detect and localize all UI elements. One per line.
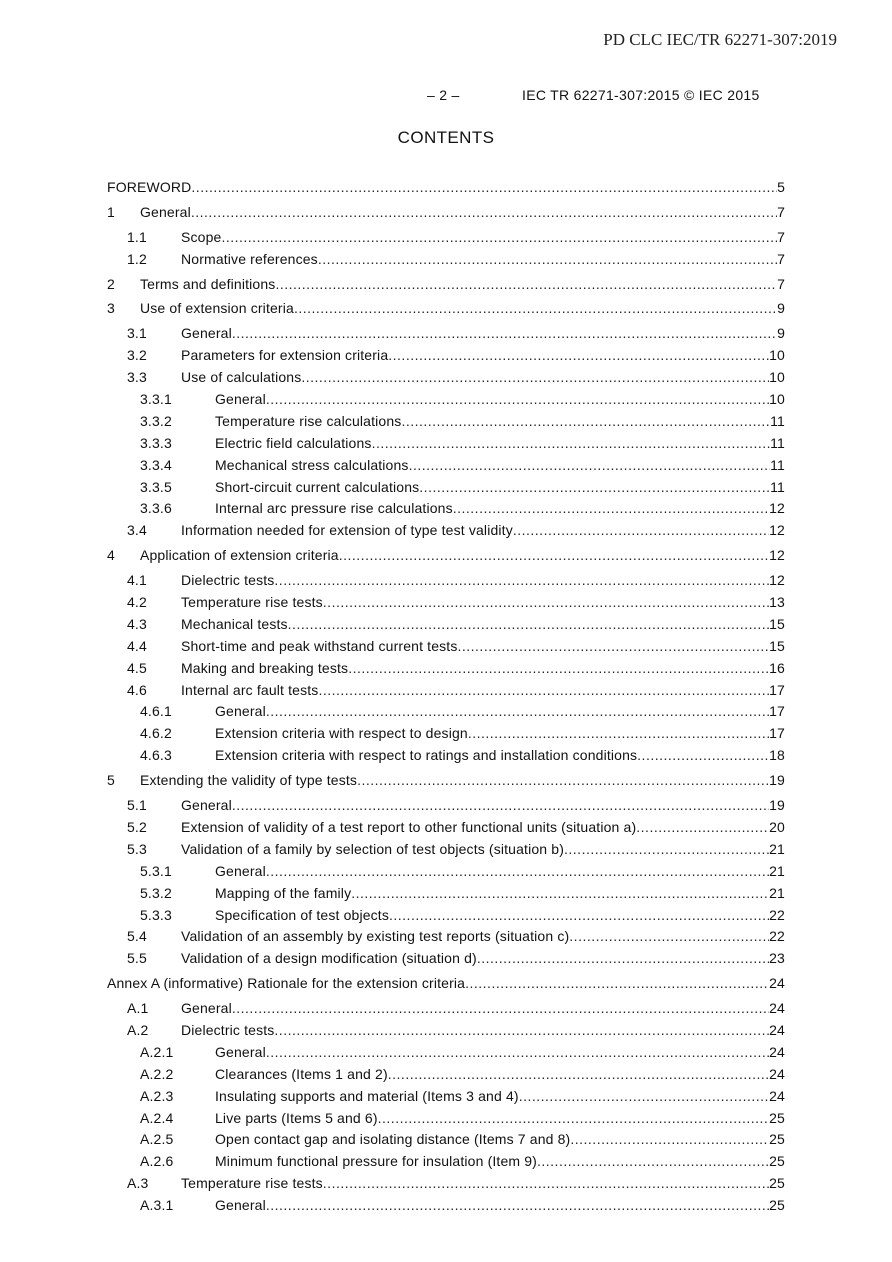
toc-entry-number: 3.3.2 [140,412,172,429]
toc-entry-number: 1.2 [127,250,147,267]
toc-entry-title: Use of extension criteria [140,300,294,317]
toc-entry-title: Internal arc fault tests [181,681,319,698]
toc-entry-number: 4.4 [127,637,147,654]
toc-entry-page: 9 [777,325,785,342]
toc-entry[interactable] [107,680,785,702]
toc-entry[interactable] [107,202,785,224]
toc-entry-page: 15 [769,637,785,654]
toc-entry-number: 3.1 [127,325,147,342]
toc-entry-page: 12 [769,547,785,564]
toc-entry-page: 10 [769,369,785,386]
dot-leader [274,570,769,592]
toc-entry-title: General [181,1000,232,1017]
toc-entry-title: Clearances (Items 1 and 2) [215,1065,388,1082]
toc-entry[interactable] [107,701,785,723]
toc-entry-number: 4.2 [127,594,147,611]
toc-entry-number: 3.3.3 [140,434,172,451]
toc-entry-page: 16 [769,659,785,676]
toc-entry-page: 17 [769,725,785,742]
toc-entry-page: 25 [769,1197,785,1214]
toc-entry[interactable] [107,1173,785,1195]
toc-entry-page: 11 [770,478,785,495]
dot-leader [275,274,777,296]
toc-entry-title: Specification of test objects [215,906,389,923]
toc-entry-number: 5.3.2 [140,884,172,901]
toc-entry[interactable] [107,1151,785,1173]
toc-entry-title: General [181,797,232,814]
dot-leader [232,795,769,817]
toc-entry-number: 5 [107,772,115,789]
toc-entry-number: 5.3.3 [140,906,172,923]
toc-entry-title: Dielectric tests [181,1021,275,1038]
toc-entry-number: 5.4 [127,928,147,945]
dot-leader [388,345,769,367]
toc-entry-number: 3.4 [127,522,147,539]
toc-entry-title: Application of extension criteria [140,547,339,564]
toc-entry-title: Mechanical tests [181,615,288,632]
dot-leader [477,948,769,970]
toc-entry[interactable] [107,545,785,567]
toc-entry-page: 11 [770,434,785,451]
toc-entry-title: Mechanical stress calculations [215,456,409,473]
toc-entry-title: Internal arc pressure rise calculations [215,500,453,517]
toc-entry-title: General [215,1197,266,1214]
toc-entry-number: 5.2 [127,818,147,835]
toc-entry[interactable] [107,1064,785,1086]
toc-entry-title: Short-time and peak withstand current tests [181,637,458,654]
dot-leader [348,658,769,680]
toc-entry-number: 4.6 [127,681,147,698]
toc-entry-title: Insulating supports and material (Items 3 and 4) [215,1087,519,1104]
dot-leader [318,680,769,702]
toc-entry-title: Temperature rise tests [181,594,323,611]
dot-leader [221,227,777,249]
toc-entry[interactable] [107,1195,785,1217]
toc-entry-page: 18 [769,747,785,764]
toc-entry-page: 10 [769,391,785,408]
toc-entry-number: 3.3.6 [140,500,172,517]
toc-entry-page: 20 [769,818,785,835]
toc-entry-title: Electric field calculations [215,434,372,451]
dot-leader [318,249,777,271]
toc-entry[interactable] [107,177,785,199]
toc-entry-title: Minimum functional pressure for insulation (Item 9) [215,1153,537,1170]
toc-entry-title: Validation of a family by selection of test objects (situation b) [181,840,565,857]
dot-leader [569,926,769,948]
dot-leader [266,861,769,883]
toc-entry-title: Annex A (informative) Rationale for the extension criteria [107,975,466,992]
toc-entry-page: 19 [769,797,785,814]
dot-leader [294,298,777,320]
dot-leader [513,520,769,542]
toc-entry-title: Temperature rise calculations [215,412,402,429]
toc-entry[interactable] [107,455,785,477]
dot-leader [266,701,769,723]
toc-entry[interactable] [107,861,785,883]
toc-entry-number: 5.3.1 [140,862,172,879]
toc-entry-page: 24 [769,1065,785,1082]
toc-entry[interactable] [107,1020,785,1042]
toc-entry[interactable] [107,839,785,861]
toc-entry-page: 21 [769,862,785,879]
dot-leader [453,498,769,520]
toc-entry-page: 17 [769,681,785,698]
toc-entry-number: 3.2 [127,347,147,364]
toc-entry-title: Information needed for extension of type test validity [181,522,513,539]
toc-entry-number: 5.5 [127,950,147,967]
toc-entry-page: 23 [769,950,785,967]
toc-entry-page: 25 [769,1175,785,1192]
document-designation: PD CLC IEC/TR 62271-307:2019 [603,30,837,49]
toc-entry[interactable] [107,249,785,271]
toc-entry-number: 4 [107,547,115,564]
toc-entry-number: 3.3.5 [140,478,172,495]
toc-entry[interactable] [107,658,785,680]
toc-entry[interactable] [107,520,785,542]
toc-entry[interactable] [107,795,785,817]
toc-entry[interactable] [107,770,785,792]
dot-leader [564,839,769,861]
toc-entry-page: 11 [770,412,785,429]
toc-entry-number: 3 [107,300,115,317]
toc-entry[interactable] [107,948,785,970]
toc-entry-page: 21 [769,840,785,857]
toc-entry-page: 7 [777,203,785,220]
toc-entry-number: 3.3.1 [140,391,172,408]
toc-entry-number: 1.1 [127,228,147,245]
toc-entry[interactable] [107,883,785,905]
toc-entry-number: 4.6.3 [140,747,172,764]
toc-entry-number: A.2.4 [140,1109,174,1126]
toc-entry-page: 22 [769,906,785,923]
toc-entry-title: Extension criteria with respect to ratings and installation conditions [215,747,638,764]
toc-entry-page: 12 [769,572,785,589]
toc-entry-title: Live parts (Items 5 and 6) [215,1109,378,1126]
toc-entry-number: A.2.5 [140,1131,174,1148]
toc-entry[interactable] [107,433,785,455]
toc-entry-title: General [215,391,266,408]
toc-entry-page: 10 [769,347,785,364]
toc-entry-title: Extension of validity of a test report to other functional units (situation a) [181,818,637,835]
toc-entry-number: A.3.1 [140,1197,174,1214]
toc-entry-number: 4.3 [127,615,147,632]
dot-leader [232,323,777,345]
toc-entry-title: Open contact gap and isolating distance (Items 7 and 8) [215,1131,571,1148]
toc-entry-title: Parameters for extension criteria [181,347,389,364]
toc-entry-page: 17 [769,703,785,720]
toc-entry-title: Making and breaking tests [181,659,349,676]
dot-leader [637,745,769,767]
toc-entry-page: 9 [777,300,785,317]
toc-entry-number: 3.3.4 [140,456,172,473]
toc-entry-number: 1 [107,203,115,220]
toc-entry[interactable] [107,998,785,1020]
dot-leader [388,1064,769,1086]
toc-entry-title: Use of calculations [181,369,302,386]
toc-entry[interactable] [107,1129,785,1151]
dot-leader [419,477,770,499]
dot-leader [457,636,769,658]
toc-entry-number: 4.1 [127,572,147,589]
standard-copyright-line: IEC TR 62271-307:2015 © IEC 2015 [522,87,760,103]
toc-entry-title: Validation of a design modification (situation d) [181,950,477,967]
dot-leader [301,367,769,389]
toc-entry-number: 4.5 [127,659,147,676]
dot-leader [401,411,770,433]
toc-entry-page: 22 [769,928,785,945]
dot-leader [409,455,771,477]
toc-entry-number: 4.6.1 [140,703,172,720]
toc-entry[interactable] [107,592,785,614]
toc-entry-number: A.2 [127,1021,149,1038]
toc-entry[interactable] [107,1086,785,1108]
toc-entry[interactable] [107,367,785,389]
toc-entry-page: 12 [769,522,785,539]
dot-leader [378,1108,769,1130]
dot-leader [288,614,769,636]
toc-entry[interactable] [107,411,785,433]
toc-entry-page: 5 [777,179,785,195]
dot-leader [339,545,769,567]
toc-entry-page: 12 [769,500,785,517]
dot-leader [468,723,769,745]
toc-entry-number: A.2.1 [140,1043,174,1060]
toc-entry-page: 24 [769,1000,785,1017]
toc-entry-number: 2 [107,275,115,292]
toc-entry[interactable] [107,636,785,658]
toc-entry[interactable] [107,926,785,948]
toc-entry-title: General [140,203,191,220]
toc-entry-title: Normative references [181,250,318,267]
dot-leader [465,973,769,995]
dot-leader [266,1042,769,1064]
toc-entry-title: General [215,1043,266,1060]
dot-leader [191,177,777,199]
toc-entry-title: Extending the validity of type tests [140,772,358,789]
toc-entry-number: A.1 [127,1000,149,1017]
toc-entry-title: Dielectric tests [181,572,275,589]
toc-entry[interactable] [107,1042,785,1064]
dot-leader [372,433,771,455]
dot-leader [274,1020,769,1042]
toc-entry-page: 24 [769,1043,785,1060]
toc-entry-number: A.2.3 [140,1087,174,1104]
contents-heading: CONTENTS [397,128,495,147]
toc-entry-title: General [181,325,232,342]
toc-entry-title: Mapping of the family [215,884,352,901]
dot-leader [570,1129,769,1151]
toc-entry-title: General [215,703,266,720]
toc-entry[interactable] [107,227,785,249]
toc-entry[interactable] [107,817,785,839]
toc-entry-number: A.2.6 [140,1153,174,1170]
toc-entry-title: Short-circuit current calculations [215,478,420,495]
toc-entry[interactable] [107,905,785,927]
page-number: – 2 – [427,87,460,103]
toc-entry-number: A.3 [127,1175,149,1192]
table-of-contents [107,177,785,1217]
toc-entry[interactable] [107,274,785,296]
dot-leader [636,817,769,839]
toc-entry-page: 25 [769,1153,785,1170]
toc-entry-title: Validation of an assembly by existing test reports (situation c) [181,928,570,945]
toc-entry[interactable] [107,1108,785,1130]
toc-entry[interactable] [107,498,785,520]
toc-entry-page: 24 [769,1021,785,1038]
toc-entry-title: FOREWORD [107,179,192,195]
toc-entry[interactable] [107,477,785,499]
toc-entry-page: 7 [777,250,785,267]
dot-leader [266,1195,769,1217]
toc-entry-number: A.2.2 [140,1065,174,1082]
toc-entry-page: 19 [769,772,785,789]
toc-entry[interactable] [107,973,785,995]
toc-entry-number: 5.1 [127,797,147,814]
toc-entry-page: 21 [769,884,785,901]
dot-leader [232,998,769,1020]
toc-entry-page: 7 [777,228,785,245]
toc-entry-title: Terms and definitions [140,275,276,292]
toc-entry-number: 4.6.2 [140,725,172,742]
toc-entry-page: 13 [769,594,785,611]
toc-entry-number: 5.3 [127,840,147,857]
dot-leader [266,389,769,411]
toc-entry-title: General [215,862,266,879]
toc-entry-number: 3.3 [127,369,147,386]
dot-leader [323,1173,769,1195]
toc-entry-page: 24 [769,975,785,992]
toc-entry-page: 25 [769,1109,785,1126]
toc-entry[interactable] [107,298,785,320]
toc-entry-page: 25 [769,1131,785,1148]
toc-entry[interactable] [107,723,785,745]
toc-entry-title: Scope [181,228,222,245]
dot-leader [519,1086,769,1108]
dot-leader [389,905,769,927]
dot-leader [323,592,769,614]
toc-entry[interactable] [107,323,785,345]
toc-entry-page: 11 [770,456,785,473]
toc-entry-title: Temperature rise tests [181,1175,323,1192]
toc-entry-page: 15 [769,615,785,632]
toc-entry[interactable] [107,345,785,367]
toc-entry[interactable] [107,389,785,411]
toc-entry-title: Extension criteria with respect to design [215,725,468,742]
toc-entry-page: 7 [777,275,785,292]
toc-entry[interactable] [107,745,785,767]
toc-entry[interactable] [107,570,785,592]
dot-leader [351,883,769,905]
toc-entry-page: 24 [769,1087,785,1104]
dot-leader [537,1151,769,1173]
dot-leader [191,202,777,224]
toc-entry[interactable] [107,614,785,636]
dot-leader [357,770,769,792]
